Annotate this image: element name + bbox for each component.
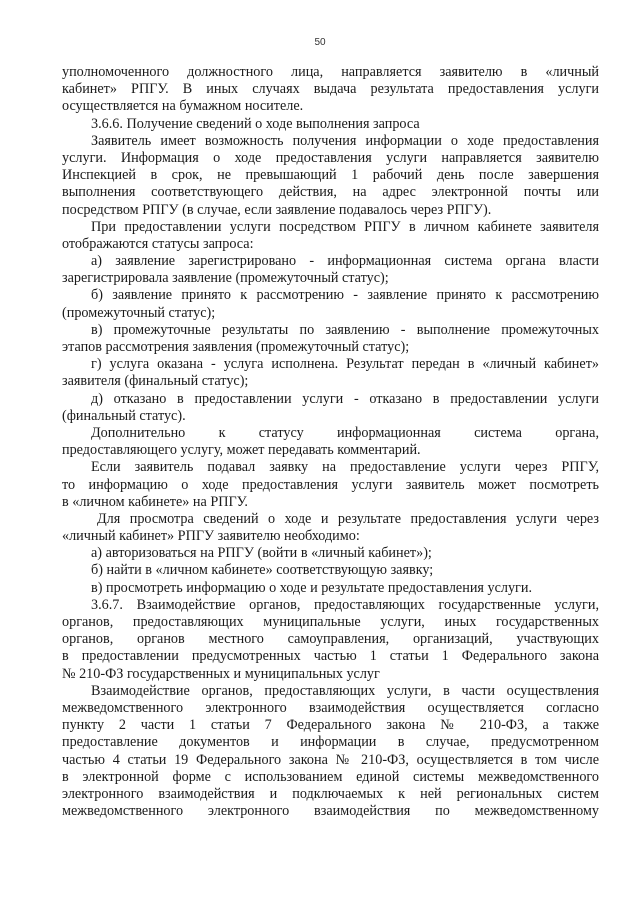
text-line: межведомственного электронного взаимодействия по межведомственному [62,803,599,820]
text-line: «личный кабинет» РПГУ заявителю необходимо: [62,528,360,545]
text-line: пункту 2 части 1 статьи 7 Федерального закона № 210-ФЗ, а также [62,717,599,734]
text-line: Заявитель имеет возможность получения информации о ходе предоставления [91,132,599,149]
text-line: в) промежуточные результаты по заявлению - выполнение промежуточных [91,321,599,338]
text-line: отображаются статусы запроса: [62,235,254,252]
text-line: выполнения соответствующего действия, на адрес электронной почты или [62,184,599,201]
text-line: предоставляющего услугу, может передавать комментарий. [62,442,421,459]
text-line: органов, органов местного самоуправления, организаций, участвующих [62,631,599,648]
text-line: Взаимодействие органов, предоставляющих услуги, в части осуществления [91,682,599,699]
text-line: г) услуга оказана - услуга исполнена. Результат передан в «личный кабинет» [91,356,599,373]
text-line: (финальный статус). [62,407,186,424]
text-line: Дополнительно к статусу информационная система органа, [91,424,599,441]
text-line: Если заявитель подавал заявку на предоставление услуги через РПГУ, [91,459,599,476]
text-line: то информацию о ходе предоставления услуги заявитель может посмотреть [62,476,599,493]
text-line: д) отказано в предоставлении услуги - отказано в предоставлении услуги [91,390,599,407]
text-line: посредством РПГУ (в случае, если заявление подавалось через РПГУ). [62,201,492,218]
text-line: в «личном кабинете» на РПГУ. [62,493,248,510]
text-line: 3.6.7. Взаимодействие органов, предоставляющих государственные услуги, [91,596,599,613]
text-line: б) найти в «личном кабинете» соответствующую заявку; [91,562,434,579]
text-line: зарегистрировала заявление (промежуточный статус); [62,270,389,287]
page-number: 50 [314,37,326,48]
text-line: 3.6.6. Получение сведений о ходе выполнения запроса [91,115,420,132]
text-line: органов, предоставляющих муниципальные услуги, иных государственных [62,614,599,630]
text-line: уполномоченного должностного лица, направляется заявителю в «личный [62,64,599,80]
text-line: в) просмотреть информацию о ходе и результате предоставления услуги. [91,579,533,596]
text-line: этапов рассмотрения заявления (промежуточный статус); [62,339,410,355]
text-line: предоставление документов и информации в случае, предусмотренном [62,734,599,751]
text-line: частью 4 статьи 19 Федерального закона № 210-ФЗ, осуществляется в том числе [62,751,599,768]
text-line: кабинет» РПГУ. В иных случаях выдача результата предоставления услуги [62,81,599,98]
text-line: в предоставлении предусмотренных частью 1 статьи 1 Федерального закона [62,648,599,665]
text-line: б) заявление принято к рассмотрению - заявление принято к рассмотрению [91,287,599,304]
text-line: № 210-ФЗ государственных и муниципальных услуг [62,665,380,682]
text-line: межведомственного электронного взаимодействия осуществляется согласно [62,699,599,716]
text-line: а) заявление зарегистрировано - информационная система органа власти [91,253,599,270]
text-line: Инспекцией в срок, не превышающий 1 рабочий день после завершения [62,167,599,184]
text-line: При предоставлении услуги посредством РПГУ в личном кабинете заявителя [91,218,599,235]
text-line: а) авторизоваться на РПГУ (войти в «личный кабинет»); [91,545,432,562]
text-line: услуги. Информация о ходе предоставления услуги направляется заявителю [62,149,599,166]
text-line: Для просмотра сведений о ходе и результате предоставления услуги через [97,510,599,527]
text-line: заявителя (финальный статус); [62,373,249,390]
document-body [62,64,599,820]
text-line: осуществляется на бумажном носителе. [62,98,304,115]
text-line: (промежуточный статус); [62,304,216,321]
text-line: электронного взаимодействия и подключаемых к ней региональных систем [62,785,599,802]
text-line: в электронной форме с использованием единой системы межведомственного [62,768,599,785]
